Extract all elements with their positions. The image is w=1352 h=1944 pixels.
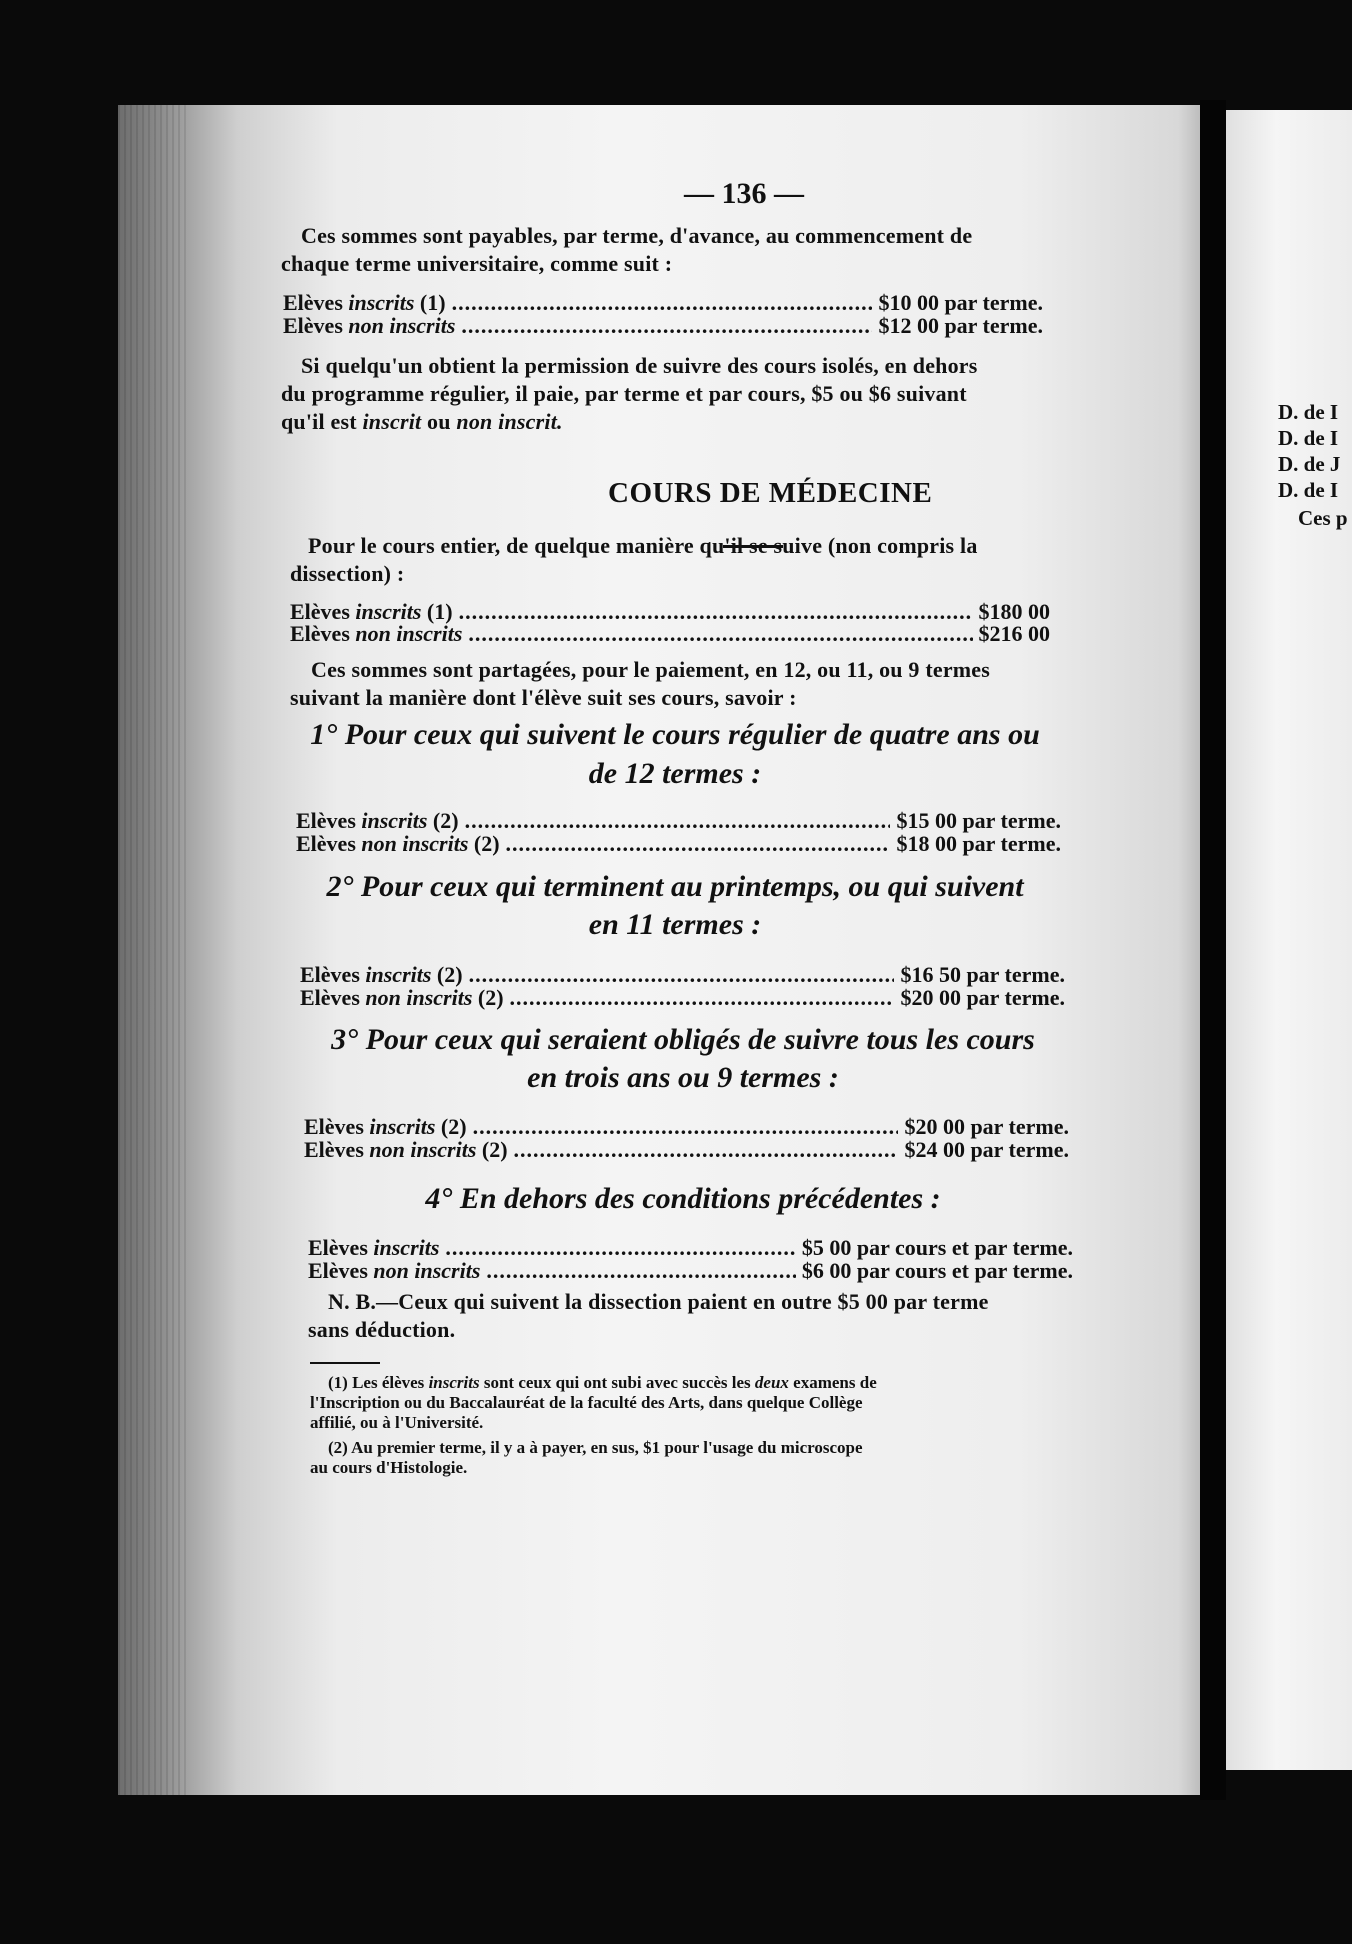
split-line-1: Ces sommes sont partagées, pour le paiement, en 12, ou 11, ou 9 termes xyxy=(311,657,991,682)
footnote-1-line-3: affilié, ou à l'Université. xyxy=(310,1413,484,1432)
fee-row: Elèves inscrits ..... $5 00 par cours et par terme. xyxy=(308,1235,1073,1261)
intro-line-1: Ces sommes sont payables, par terme, d'avance, au commencement de xyxy=(301,223,973,248)
facing-page xyxy=(1226,110,1352,1770)
section-title: COURS DE MÉDECINE xyxy=(608,477,933,509)
isolated-line-3: qu'il est inscrit ou non inscrit. xyxy=(281,409,563,434)
footnote-1-line-2: l'Inscription ou du Baccalauréat de la faculté des Arts, dans quelque Collège xyxy=(310,1393,863,1412)
isolated-line-1: Si quelqu'un obtient la permission de suivre des cours isolés, en dehors xyxy=(301,353,978,378)
facing-page-line: D. de J xyxy=(1278,452,1341,476)
page-number: — 136 — xyxy=(684,177,804,210)
option-heading: 4° En dehors des conditions précédentes : xyxy=(425,1182,941,1215)
fee-row: Elèves inscrits (2) ..... $20 00 par terme. xyxy=(304,1114,1069,1140)
footnote-rule xyxy=(310,1362,380,1364)
option-heading: 3° Pour ceux qui seraient obligés de suivre tous les cours xyxy=(331,1023,1035,1056)
fee-amount: $10 00 par terme. xyxy=(878,290,1043,315)
nb-line-2: sans déduction. xyxy=(308,1317,456,1342)
fee-row: Elèves non inscrits (2) ..... $18 00 par terme. xyxy=(296,831,1061,857)
footnote-2-line-1: (2) Au premier terme, il y a à payer, en sus, $1 pour l'usage du microscope xyxy=(328,1438,863,1457)
option-heading: 2° Pour ceux qui terminent au printemps, ou qui suivent xyxy=(326,870,1024,903)
fee-row: Elèves inscrits (2) ..... $15 00 par terme. xyxy=(296,808,1061,834)
book-page xyxy=(118,105,1200,1795)
fee-amount: $18 00 par terme. xyxy=(896,831,1061,856)
fee-amount: $216 00 xyxy=(978,621,1050,646)
fee-row: Elèves inscrits (1) ..... $10 00 par terme. xyxy=(283,290,1043,316)
footnote-2-line-2: au cours d'Histologie. xyxy=(310,1458,468,1477)
med-intro-line-2: dissection) : xyxy=(290,561,405,586)
fee-row: Elèves non inscrits (2) ..... $24 00 par terme. xyxy=(304,1137,1069,1163)
option-heading: de 12 termes : xyxy=(588,757,762,790)
facing-page-line: D. de I xyxy=(1278,426,1339,450)
fee-row: Elèves inscrits (2) ..... $16 50 par terme. xyxy=(300,962,1065,988)
facing-page-line: D. de I xyxy=(1278,400,1339,424)
fee-amount: $20 00 par terme. xyxy=(904,1114,1069,1139)
fee-row: Elèves non inscrits ..... $12 00 par terme. xyxy=(283,313,1043,339)
fee-row: Elèves non inscrits ..... $6 00 par cours et par terme. xyxy=(308,1258,1073,1284)
fee-amount: $20 00 par terme. xyxy=(900,985,1065,1010)
fee-amount: $6 00 par cours et par terme. xyxy=(801,1258,1073,1283)
med-intro-line-1: Pour le cours entier, de quelque manière qu'il se suive (non compris la xyxy=(308,533,978,558)
facing-page-line: Ces p xyxy=(1298,506,1348,530)
book-gutter xyxy=(1200,100,1226,1800)
fee-row: Elèves inscrits (1) ..... $180 00 xyxy=(290,599,1050,625)
fee-row: Elèves non inscrits (2) ..... $20 00 par terme. xyxy=(300,985,1065,1011)
fee-amount: $12 00 par terme. xyxy=(878,313,1043,338)
footnote-1-line-1: (1) Les élèves inscrits sont ceux qui ont subi avec succès les deux examens de xyxy=(328,1373,877,1392)
split-line-2: suivant la manière dont l'élève suit ses cours, savoir : xyxy=(290,685,797,710)
isolated-line-2: du programme régulier, il paie, par terme et par cours, $5 ou $6 suivant xyxy=(281,381,967,406)
option-heading: en trois ans ou 9 termes : xyxy=(527,1061,839,1094)
option-heading: 1° Pour ceux qui suivent le cours régulier de quatre ans ou xyxy=(310,718,1040,751)
fee-amount: $16 50 par terme. xyxy=(900,962,1065,987)
fee-row: Elèves non inscrits ..... $216 00 xyxy=(290,621,1050,647)
facing-page-line: D. de I xyxy=(1278,478,1339,502)
intro-line-2: chaque terme universitaire, comme suit : xyxy=(281,251,673,276)
fee-amount: $5 00 par cours et par terme. xyxy=(801,1235,1073,1260)
fee-amount: $15 00 par terme. xyxy=(896,808,1061,833)
fee-amount: $180 00 xyxy=(978,599,1050,624)
option-heading: en 11 termes : xyxy=(588,908,762,941)
fee-amount: $24 00 par terme. xyxy=(904,1137,1069,1162)
nb-line-1: N. B.—Ceux qui suivent la dissection paient en outre $5 00 par terme xyxy=(328,1289,989,1314)
